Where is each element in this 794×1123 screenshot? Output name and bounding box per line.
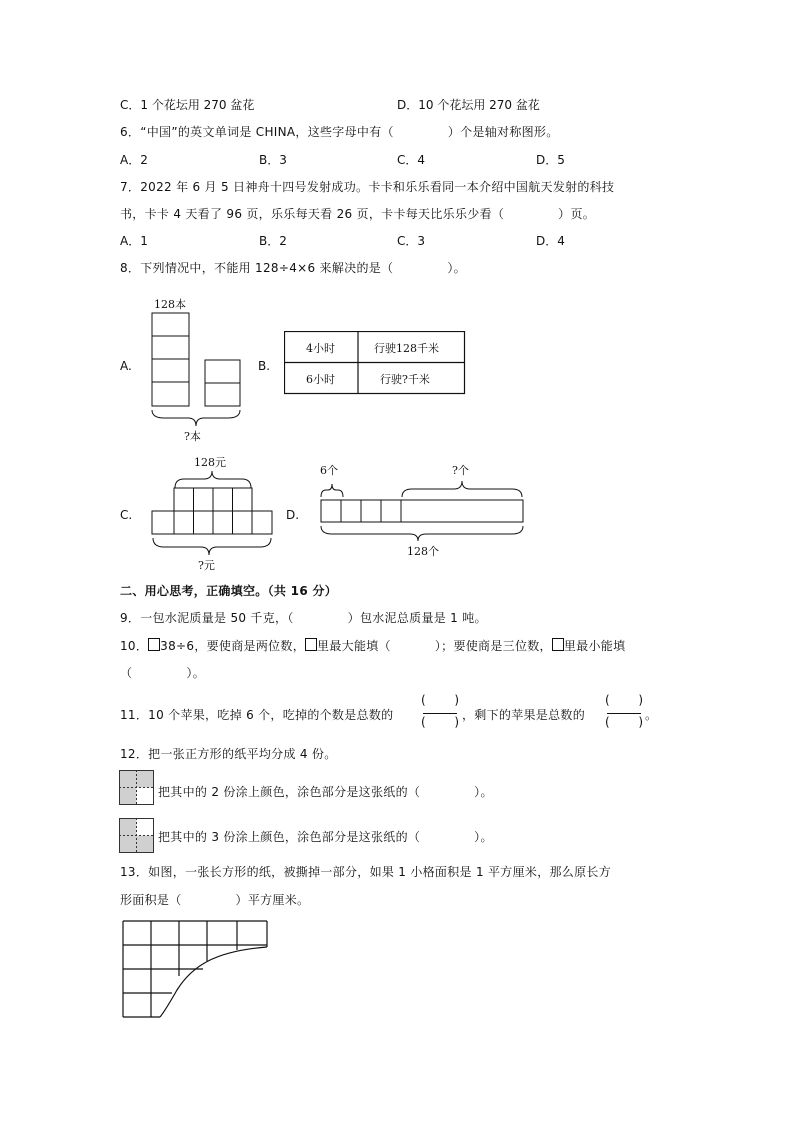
q10-stem-line1: 10． 38÷6，要使商是两位数， 里最大能填（ ）；要使商是三位数， 里最小能填 (120, 639, 626, 653)
q7-line1: 7．2022 年 6 月 5 日神舟十四号发射成功。卡卡和乐乐看同一本介绍中国航天发射的科技 (120, 180, 615, 194)
q6-option-b: B．3 (259, 153, 287, 167)
q8-c-bottom-label: ?元 (198, 559, 215, 572)
q7-option-a: A．1 (120, 234, 148, 248)
q13-line2: 形面积是（ ）平方厘米。 (120, 893, 310, 907)
q12-stem: 12．把一张正方形的纸平均分成 4 份。 (120, 747, 337, 761)
q11-fraction-blank-1[interactable]: ( ) ( ) (421, 693, 459, 729)
q8-b-cell-r2c2: 行驶?千米 (380, 373, 430, 386)
q11-stem-b: ，剩下的苹果是总数的 (462, 708, 586, 722)
q7-option-b: B．2 (259, 234, 287, 248)
q10-box-3 (552, 638, 564, 651)
q8-b-cell-r1c2: 行驶128千米 (374, 342, 439, 355)
q8-option-a-label: A. (120, 359, 132, 373)
q8-stem: 8．下列情况中，不能用 128÷4×6 来解决的是（ ）。 (120, 261, 466, 275)
q8-a-bottom-label: ?本 (184, 430, 201, 443)
q8-d-right-label: ?个 (452, 464, 469, 477)
q11-stem-a: 11．10 个苹果，吃掉 6 个，吃掉的个数是总数的 (120, 708, 394, 722)
q5-option-c: C．1 个花坛用 270 盆花 (120, 98, 255, 112)
q8-option-b-label: B. (258, 359, 271, 373)
q13-line1: 13．如图，一张长方形的纸，被撕掉一部分，如果 1 小格面积是 1 平方厘米，那么原长方 (120, 865, 611, 879)
q10-box-2 (305, 638, 317, 651)
q6-option-a: A．2 (120, 153, 148, 167)
q8-option-d-diagram (312, 460, 530, 560)
q7-line2: 书，卡卡 4 天看了 96 页，乐乐每天看 26 页，卡卡每天比乐乐少看（ ）页。 (120, 207, 596, 221)
q8-option-b-table (284, 331, 466, 395)
q10-stem-line2: （ ）。 (120, 666, 205, 680)
q7-option-c: C．3 (397, 234, 426, 248)
q8-c-top-label: 128元 (194, 456, 226, 469)
q8-d-bottom-label: 128个 (407, 545, 439, 558)
q11-stem-c: 。 (645, 708, 658, 722)
q6-stem: 6．“中国”的英文单词是 CHINA，这些字母中有（ ）个是轴对称图形。 (120, 125, 559, 139)
q9-stem: 9．一包水泥质量是 50 千克，（ ）包水泥总质量是 1 吨。 (120, 611, 487, 625)
q8-b-cell-r1c1: 4小时 (306, 342, 335, 355)
q8-option-c-label: C. (120, 508, 133, 522)
q6-option-c: C．4 (397, 153, 426, 167)
q13-torn-grid-figure (120, 918, 272, 1022)
q8-option-a-diagram (140, 294, 260, 444)
q12-sub1: 把其中的 2 份涂上颜色，涂色部分是这张纸的（ ）。 (158, 785, 493, 799)
q8-option-c-diagram (146, 452, 280, 574)
q8-option-d-label: D. (286, 508, 300, 522)
q11-fraction-blank-2[interactable]: ( ) ( ) (605, 693, 643, 729)
q8-b-cell-r2c1: 6小时 (306, 373, 335, 386)
section2-title: 二、用心思考，正确填空。（共 16 分） (120, 584, 338, 598)
q5-option-d: D．10 个花坛用 270 盆花 (397, 98, 540, 112)
q12-sub2: 把其中的 3 份涂上颜色，涂色部分是这张纸的（ ）。 (158, 830, 493, 844)
q8-a-top-label: 128本 (154, 298, 186, 311)
q12-square-2-shaded-icon (119, 770, 155, 806)
q10-box-1 (148, 638, 160, 651)
q12-square-3-shaded-icon (119, 818, 155, 854)
q6-option-d: D．5 (536, 153, 565, 167)
q8-d-left-label: 6个 (320, 464, 338, 477)
q7-option-d: D．4 (536, 234, 565, 248)
